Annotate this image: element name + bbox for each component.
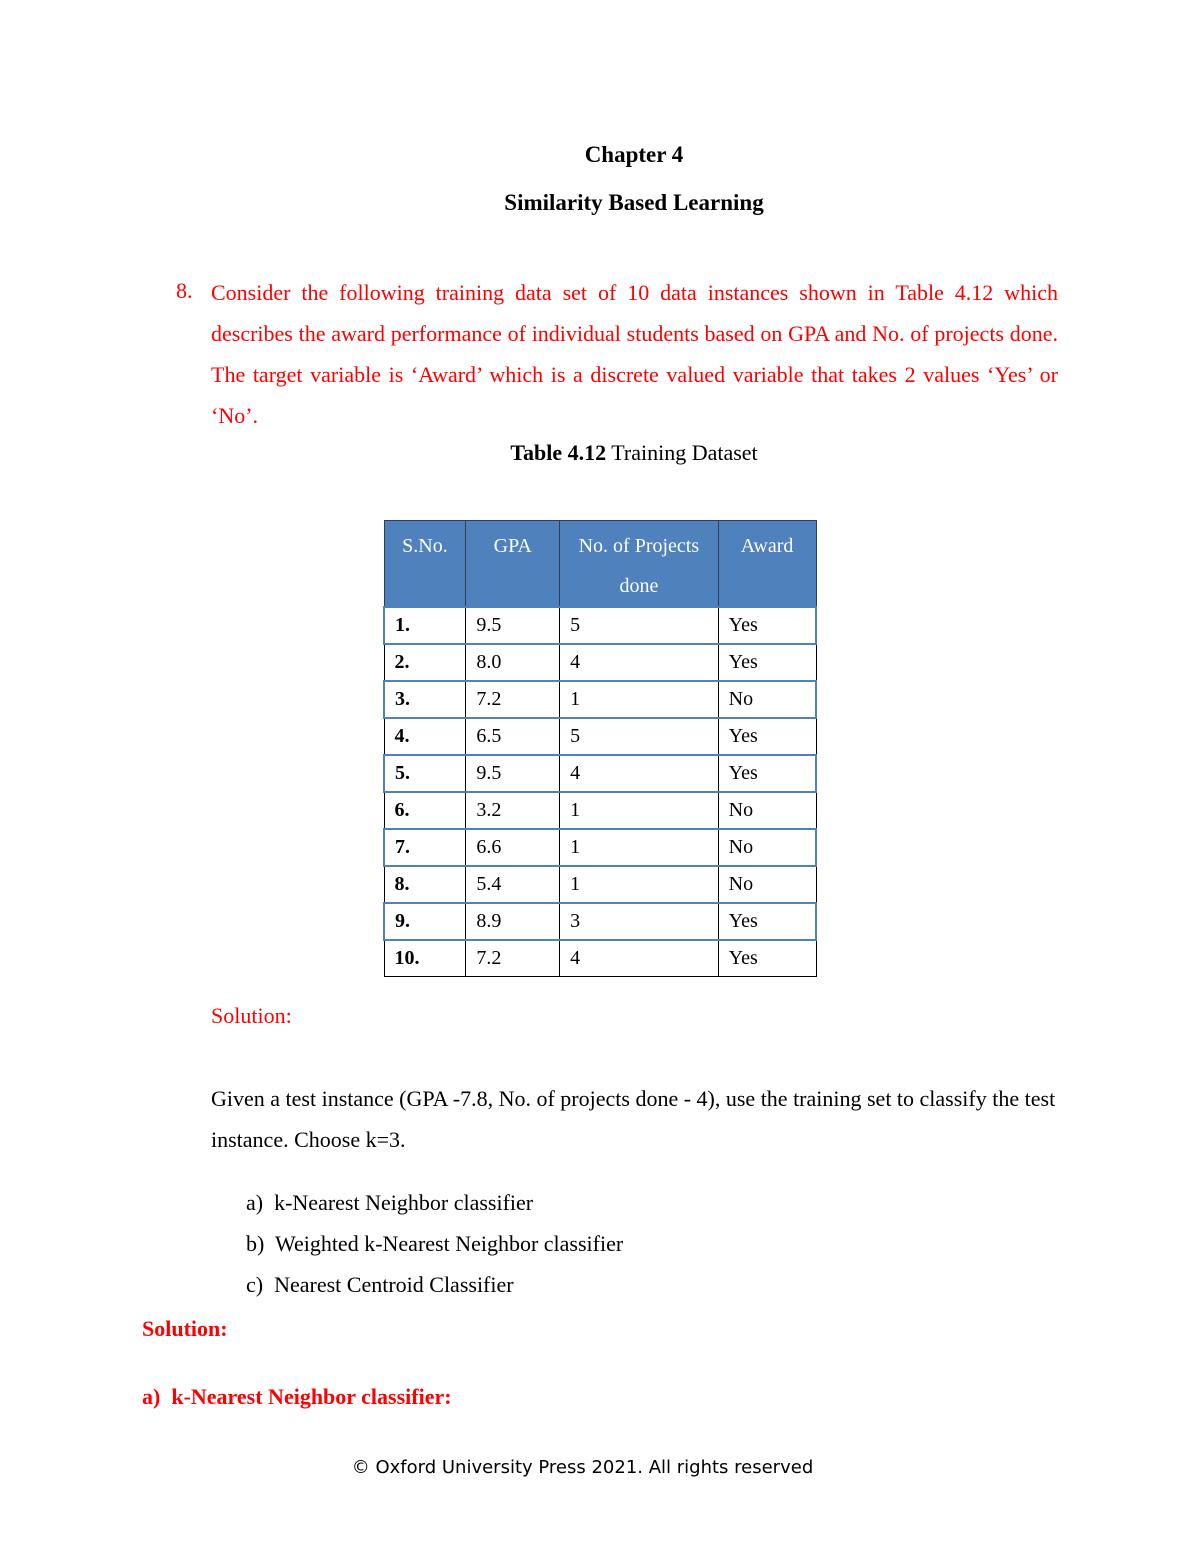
cell-projects: 4 <box>560 755 719 792</box>
table-row <box>384 903 816 940</box>
subsection-text: k-Nearest Neighbor classifier: <box>171 1384 452 1409</box>
cell-award: No <box>718 792 816 829</box>
cell-projects: 4 <box>560 644 719 681</box>
cell-award: Yes <box>718 903 816 940</box>
option-item <box>246 1190 533 1216</box>
header-gpa: GPA <box>466 521 560 608</box>
cell-projects: 1 <box>560 829 719 866</box>
option-text: Weighted k-Nearest Neighbor classifier <box>274 1231 624 1256</box>
subsection-marker: a) <box>142 1384 161 1409</box>
question-text: Consider the following training data set of 10 data instances shown in Table 4.12 which describes the award performance of individual students based on GPA and No. of projects done. The target variable is ‘Award’ which is a discrete valued variable that takes 2 values ‘Yes’ or ‘No’. <box>211 280 1058 428</box>
table-row <box>384 792 816 829</box>
chapter-title: Similarity Based Learning <box>504 190 764 215</box>
cell-award: Yes <box>718 718 816 755</box>
option-marker: c) <box>246 1272 264 1297</box>
option-marker: b) <box>246 1231 265 1256</box>
training-dataset-table <box>383 520 817 977</box>
table-row <box>384 644 816 681</box>
cell-award: Yes <box>718 755 816 792</box>
option-text: Nearest Centroid Classifier <box>274 1272 514 1297</box>
table-row <box>384 607 816 644</box>
cell-sno: 3. <box>384 681 466 718</box>
cell-projects: 1 <box>560 866 719 903</box>
cell-gpa: 3.2 <box>466 792 560 829</box>
table-row <box>384 866 816 903</box>
cell-gpa: 8.9 <box>466 903 560 940</box>
cell-gpa: 5.4 <box>466 866 560 903</box>
option-text: k-Nearest Neighbor classifier <box>274 1190 534 1215</box>
cell-gpa: 6.5 <box>466 718 560 755</box>
option-item <box>246 1272 514 1298</box>
cell-award: No <box>718 681 816 718</box>
cell-gpa: 8.0 <box>466 644 560 681</box>
cell-sno: 9. <box>384 903 466 940</box>
cell-sno: 8. <box>384 866 466 903</box>
cell-sno: 7. <box>384 829 466 866</box>
table-caption-text: Training Dataset <box>606 440 758 465</box>
cell-award: No <box>718 829 816 866</box>
table-row <box>384 755 816 792</box>
table-caption-label: Table 4.12 <box>510 440 607 465</box>
cell-sno: 6. <box>384 792 466 829</box>
header-sno: S.No. <box>384 521 466 608</box>
option-item <box>246 1231 623 1257</box>
table-caption <box>0 440 1200 466</box>
table-row <box>384 718 816 755</box>
question-number: 8. <box>176 278 193 303</box>
cell-gpa: 9.5 <box>466 755 560 792</box>
cell-projects: 4 <box>560 940 719 977</box>
option-marker: a) <box>246 1190 264 1215</box>
cell-projects: 5 <box>560 718 719 755</box>
cell-projects: 5 <box>560 607 719 644</box>
cell-projects: 1 <box>560 681 719 718</box>
copyright-footer: © Oxford University Press 2021. All rights reserved <box>351 1457 814 1478</box>
table-header-row <box>384 521 816 608</box>
subsection-heading <box>142 1384 452 1410</box>
header-projects: No. of Projects done <box>560 521 719 608</box>
cell-award: No <box>718 866 816 903</box>
cell-award: Yes <box>718 940 816 977</box>
given-instance-text: Given a test instance (GPA -7.8, No. of projects done - 4), use the training set to classify the test instance. Choose k=3. <box>211 1086 1056 1152</box>
cell-sno: 10. <box>384 940 466 977</box>
cell-sno: 1. <box>384 607 466 644</box>
cell-gpa: 6.6 <box>466 829 560 866</box>
table-row <box>384 940 816 977</box>
header-award: Award <box>718 521 816 608</box>
solution-label: Solution: <box>211 1003 292 1028</box>
cell-gpa: 9.5 <box>466 607 560 644</box>
cell-projects: 1 <box>560 792 719 829</box>
chapter-heading: Chapter 4 <box>584 142 684 167</box>
cell-award: Yes <box>718 607 816 644</box>
cell-award: Yes <box>718 644 816 681</box>
cell-projects: 3 <box>560 903 719 940</box>
cell-sno: 5. <box>384 755 466 792</box>
table-row <box>384 681 816 718</box>
cell-gpa: 7.2 <box>466 940 560 977</box>
solution-heading: Solution: <box>142 1316 228 1341</box>
table-row <box>384 829 816 866</box>
cell-sno: 4. <box>384 718 466 755</box>
cell-sno: 2. <box>384 644 466 681</box>
cell-gpa: 7.2 <box>466 681 560 718</box>
